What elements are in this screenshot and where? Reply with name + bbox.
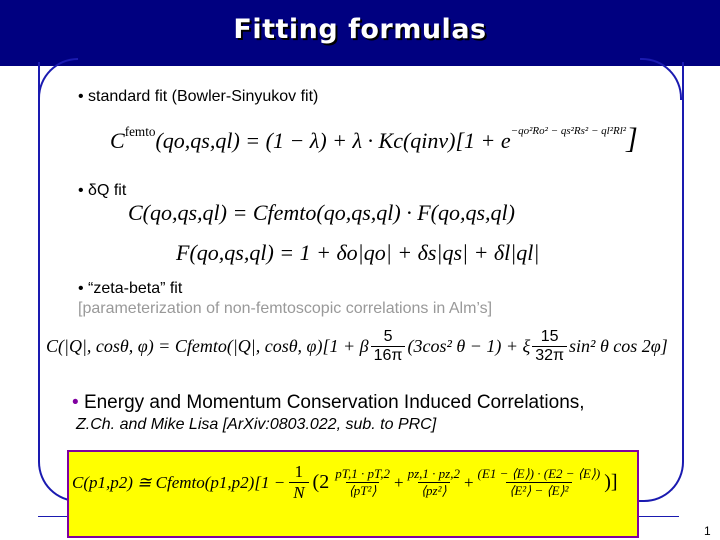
emcic-text: Energy and Momentum Conservation Induced Correlations, (83, 392, 585, 413)
bullet-dot: • (72, 392, 79, 413)
eq5-t1-num: pT,1 · pT,2 (335, 466, 390, 481)
eq5-t3-num: (E1 − ⟨E⟩) · (E2 − ⟨E⟩) (477, 466, 601, 481)
equation-emcic (72, 462, 618, 503)
eq5-t2-den: ⟨pz²⟩ (418, 482, 450, 499)
eq5-t1-den: ⟨pT²⟩ (346, 482, 380, 499)
eq1-args: (qo,qs,ql) = (1 − λ) + λ · Kc(qinv)[1 + e (155, 128, 511, 153)
bullet-standard-fit: • standard fit (Bowler-Sinyukov fit) (78, 88, 319, 105)
eq5-close: )] (604, 471, 618, 493)
frame-foot-right (637, 516, 679, 517)
zeta-beta-note: [parameterization of non-femtoscopic correlations in Alm’s] (78, 300, 493, 317)
eq4-frac2-num: 15 (540, 328, 559, 345)
equation-zeta-beta (46, 328, 668, 365)
eq1-lhs: C (110, 128, 125, 153)
equation-bowler-sinyukov (110, 122, 638, 156)
slide-title: Fitting formulas (233, 14, 487, 45)
eq1-exponent: −qo²Ro² − qs²Rs² − ql²Rl² (510, 124, 627, 137)
eq5-term-3 (478, 466, 601, 499)
frame-foot-left (38, 516, 68, 517)
eq5-plus-2: + (463, 472, 474, 492)
reference-text: Z.Ch. and Mike Lisa [ArXiv:0803.022, sub. to PRC] (76, 416, 437, 433)
eq4-frac1-den: 16π (371, 346, 406, 365)
eq5-t3-den: ⟨E²⟩ − ⟨E⟩² (506, 482, 571, 499)
eq4-frac1-num: 5 (383, 328, 393, 345)
eq5-fraction-1-over-n (289, 462, 308, 503)
eq5-frac-den: N (289, 482, 308, 503)
eq5-t2-num: pz,1 · pz,2 (407, 466, 460, 481)
eq1-close: ] (626, 122, 638, 155)
equation-dq-fit: C(qo,qs,ql) = Cfemto(qo,qs,ql) · F(qo,qs,ql) (128, 200, 515, 225)
eq4-lhs: C(|Q|, cosθ, φ) = Cfemto(|Q|, cosθ, φ)[1 + β (46, 336, 369, 356)
bullet-zeta-beta-fit: • “zeta-beta” fit (78, 280, 183, 297)
eq4-mid: (3cos² θ − 1) + ξ (407, 336, 531, 356)
eq4-fraction-1 (371, 328, 406, 365)
frame-top-cover (78, 58, 640, 66)
eq5-plus-1: + (393, 472, 404, 492)
eq4-frac2-den: 32π (532, 346, 567, 365)
bullet-emcic (72, 392, 585, 414)
eq4-tail: sin² θ cos 2φ] (569, 336, 668, 356)
eq5-frac-num: 1 (294, 462, 304, 481)
eq5-open-paren: (2 (312, 471, 330, 493)
equation-f-function: F(qo,qs,ql) = 1 + δo|qo| + δs|qs| + δl|ql| (176, 240, 540, 265)
bullet-dq-fit: • δQ fit (78, 182, 127, 199)
eq5-lhs: C(p1,p2) ≅ Cfemto(p1,p2)[1 − (72, 472, 286, 492)
eq1-lhs-sup: femto (124, 123, 156, 139)
eq5-term-1 (335, 466, 390, 499)
eq4-fraction-2 (532, 328, 567, 365)
eq5-term-2 (408, 466, 460, 499)
page-number: 1 (704, 524, 711, 538)
